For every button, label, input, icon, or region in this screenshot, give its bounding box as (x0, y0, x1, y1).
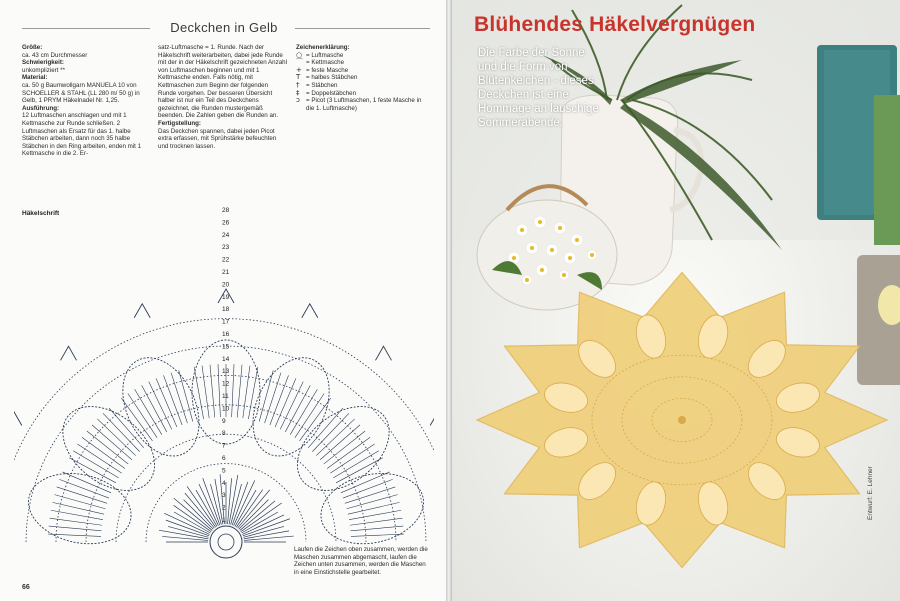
stitch-mark (229, 475, 238, 524)
legend-label: = Stäbchen (306, 81, 338, 89)
chart-petal (108, 345, 214, 468)
material-value: ca. 50 g Baumwollgarn MANUELA 10 von SCHOELLER & STAHL (LL 280 m/ 50 g) in Gelb, 1 PRYM Häkelnadel Nr. 1,25. (22, 81, 140, 105)
material-label: Material: (22, 74, 48, 82)
round-number: 7 (222, 442, 226, 450)
instructions-continued: satz-Luftmasche = 1. Runde. Nach der Häkelschrift weiterarbeiten, dabei jede Runde mit der in der Häkelschrift gezeichneten Anzahl von Luftmaschen beginnen und mit 1 Kettmasche enden. Falls nötig, mit Kettmaschen zum Beginn der folgenden Runde vorgehen. Der besseren Übersicht halber ist nur ein Teil des Deckchens gezeichnet, die Runden mustergemäß beenden. Die Zahlen geben die Runden an. (158, 44, 287, 120)
stitch-mark (184, 500, 214, 530)
round-number: 6 (222, 455, 226, 462)
round-number: 11 (222, 393, 229, 400)
round-number: 24 (222, 231, 230, 239)
round-number: 3 (222, 492, 226, 500)
round-number: 13 (222, 368, 230, 376)
chart-center-ring (210, 526, 242, 558)
round-number: 8 (222, 430, 226, 438)
difficulty-label: Schwierigkeit: (22, 59, 64, 67)
round-number: 5 (222, 467, 226, 475)
legend-label: = feste Masche (306, 66, 349, 74)
treble-crochet-icon: ‡ (296, 88, 300, 97)
round-number: 15 (222, 343, 230, 351)
stitch-mark (159, 530, 208, 539)
round-number: 20 (222, 281, 230, 289)
round-number: 2 (222, 504, 226, 512)
double-crochet-icon: † (296, 80, 300, 89)
picot-tip (302, 304, 318, 318)
stitch-mark (228, 478, 232, 524)
chart-petal (21, 464, 138, 553)
stitch-mark (243, 519, 290, 536)
size-label: Größe: (22, 44, 43, 51)
size-value: ca. 43 cm Durchmesser (22, 51, 88, 59)
legend-item (296, 74, 431, 82)
round-number: 14 (222, 355, 230, 363)
title-rule-right (295, 28, 430, 29)
round-number: 21 (222, 269, 230, 276)
round-number: 9 (222, 417, 226, 425)
difficulty-value: unkompliziert ** (22, 66, 65, 74)
slip-stitch-icon: ⌒ (296, 58, 303, 67)
chart-petal (238, 345, 344, 468)
picot-tip (61, 346, 77, 360)
round-number: 19 (222, 293, 230, 301)
stitch-mark (239, 500, 269, 530)
finishing-value: Das Deckchen spannen, dabei jeden Picot extra erfassen, mit Sprühstärke befeuchten und trocknen lassen. (158, 127, 277, 150)
legend-label: = Picot (3 Luftmaschen, 1 feste Masche in die 1. Luftmasche) (306, 97, 422, 112)
legend-label: = Luftmasche (306, 51, 344, 59)
feature-intro: Die Farbe der Sonne und die Form von Blütenkelchen - dieses Deckchen ist eine Hommage an lauschige Sommerabende. (478, 47, 599, 129)
round-number: 17 (222, 318, 230, 326)
round-number: 12 (222, 380, 230, 388)
instructions-column-1 (22, 44, 152, 158)
chart-label: Häkelschrift (22, 210, 60, 217)
right-page (452, 0, 900, 601)
stitch-mark (162, 536, 208, 540)
finishing-label: Fertigstellung: (158, 119, 201, 127)
doily-center (678, 416, 686, 424)
legend-label: = Doppelstäbchen (306, 89, 357, 97)
round-number: 28 (222, 207, 230, 214)
legend-item (296, 52, 431, 60)
legend-label: = Kettmasche (306, 59, 345, 67)
round-number: 16 (222, 331, 230, 338)
instructions-label: Ausführung: (22, 104, 60, 112)
chain-stitch-icon: ○ (296, 50, 303, 59)
page-title: Deckchen in Gelb (170, 20, 278, 35)
round-number: 4 (222, 479, 226, 487)
instructions-value: 12 Luftmaschen anschlagen und mit 1 Kettmasche zur Runde schließen. 2 Luftmaschen als Ersatz für das 1. halbe Stäbchen arbeiten, dann noch 35 halbe Stäbchen in den Ring arbeiten, enden mit 1 Kettmasche in die 2. Er- (22, 112, 142, 158)
candle-tray (857, 255, 900, 385)
stitch-mark (244, 531, 289, 539)
stitch-mark (242, 515, 284, 534)
chart-center-ring (218, 534, 234, 550)
design-credit: Entwurf: E. Lehner (867, 466, 874, 520)
stitch-mark (236, 490, 262, 528)
half-double-crochet-icon: T (296, 73, 301, 82)
instructions-column-2 (158, 44, 288, 150)
legend-label: = halbes Stäbchen (306, 74, 358, 82)
round-number: 18 (222, 306, 230, 314)
stitch-mark (203, 478, 220, 525)
chart-petal (314, 464, 431, 553)
page-number: 66 (22, 584, 30, 591)
chart-note: Laufen die Zeichen oben zusammen, werden die Maschen zusammen abgemascht, laufen die Zeichen unten zusammen, werden die Maschen in eine Einstichstelle gearbeitet. (294, 546, 428, 576)
legend-item (296, 59, 431, 67)
single-crochet-icon: + (296, 65, 302, 74)
picot-icon: ↄ (296, 96, 300, 105)
stitch-mark (174, 505, 212, 531)
round-number: 23 (222, 244, 230, 252)
round-number: 26 (222, 219, 230, 227)
feature-title: Blühendes Häkelvergnügen (474, 13, 756, 36)
round-number: 1 (222, 517, 226, 524)
stitch-mark (199, 484, 218, 526)
legend-item (296, 90, 431, 98)
round-number: 22 (222, 256, 230, 264)
legend-item (296, 97, 431, 112)
picot-tip (375, 346, 391, 360)
legend-item (296, 82, 431, 90)
picot-tip (134, 304, 150, 318)
books (817, 45, 900, 245)
legend-item (296, 67, 431, 75)
symbol-legend (296, 44, 431, 112)
round-number: 10 (222, 405, 230, 413)
picot-tip (14, 412, 22, 426)
crochet-chart (14, 164, 434, 584)
legend-title: Zeichenerklärung: (296, 44, 350, 51)
picot-tip (430, 412, 434, 426)
left-page (0, 0, 448, 601)
stitch-mark (244, 536, 294, 540)
